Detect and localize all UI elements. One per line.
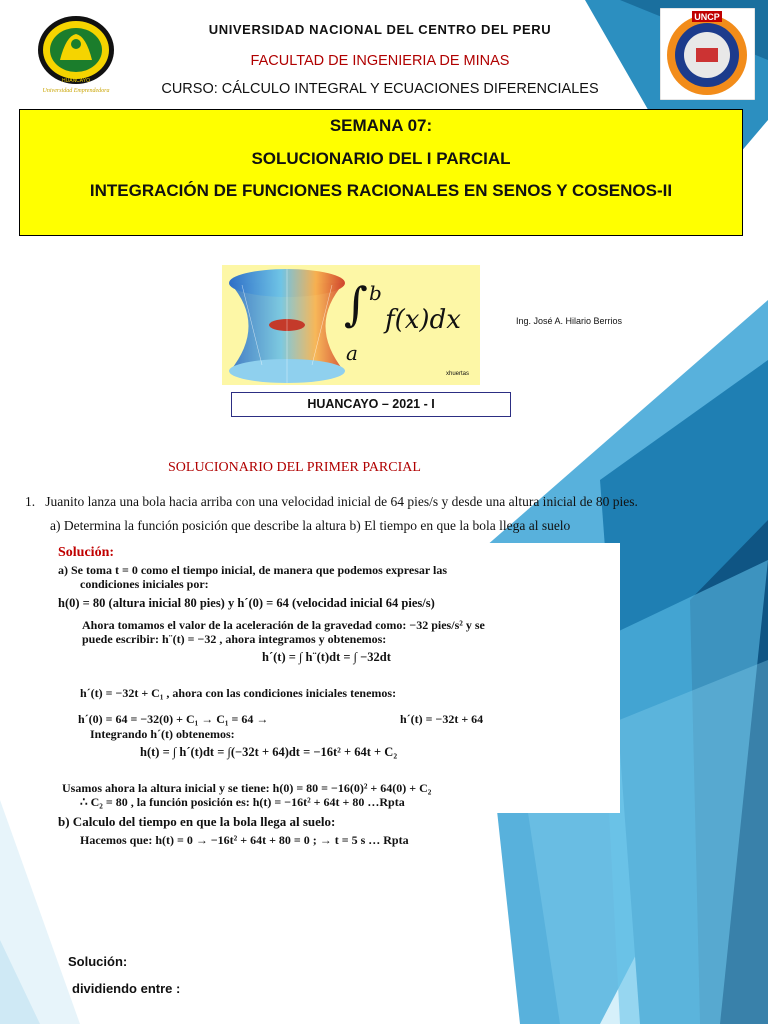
problem-number: 1.: [25, 494, 36, 509]
solution-subtitle: SOLUCIONARIO DEL I PARCIAL: [251, 149, 511, 168]
svg-text:UNCP: UNCP: [694, 12, 720, 22]
solution-title: SOLUCIONARIO DEL PRIMER PARCIAL: [168, 460, 421, 475]
university-logo: [30, 12, 122, 94]
upper-limit: b: [369, 281, 382, 305]
solution-line: h´(0) = 64 = −32(0) + C₁ → C₁ = 64 →: [78, 712, 269, 726]
svg-text:HUANCAYO: HUANCAYO: [62, 78, 90, 84]
solution-line: Hacemos que: h(t) = 0 → −16t² + 64t + 80 = 0 ; → t = 5 s … Rpta: [80, 833, 409, 847]
solution-line: puede escribir: h¨(t) = −32 , ahora integramos y obtenemos:: [82, 632, 387, 646]
solution-line: Ahora tomamos el valor de la aceleración de la gravedad como: −32 pies/s² y se: [82, 618, 485, 632]
bottom-dividing-text: dividiendo entre :: [72, 981, 181, 996]
solution-line: Usamos ahora la altura inicial y se tiene: h(0) = 80 = −16(0)² + 64(0) + C₂: [62, 781, 432, 795]
solution-line: condiciones iniciales por:: [80, 577, 209, 591]
integral-banner-image: [222, 265, 480, 385]
title-box: [19, 109, 743, 236]
author-name: Ing. José A. Hilario Berrios: [516, 316, 623, 326]
solution-line: h(t) = ∫ h´(t)dt = ∫(−32t + 64)dt = −16t² + 64t + C₂: [140, 745, 398, 759]
place-date-box: HUANCAYO – 2021 - I: [231, 392, 511, 417]
bottom-solution-label: Solución:: [68, 954, 128, 969]
solution-line: h´(t) = −32t + 64: [400, 712, 484, 726]
solution-line: Integrando h´(t) obtenemos:: [90, 727, 235, 741]
solution-line: h´(t) = −32t + C₁ , ahora con las condiciones iniciales tenemos:: [80, 686, 397, 700]
problem-questions: a) Determina la función posición que describe la altura b) El tiempo en que la bola llega al suelo: [50, 518, 571, 533]
solution-line: a) Se toma t = 0 como el tiempo inicial, de manera que podemos expresar las: [58, 563, 448, 577]
problem-text: Juanito lanza una bola hacia arriba con una velocidad inicial de 64 pies/s y desde una altura inicial de 80 pies.: [45, 494, 638, 509]
solution-line: h(0) = 80 (altura inicial 80 pies) y h´(0) = 64 (velocidad inicial 64 pies/s): [58, 596, 435, 610]
faculty-logo: [660, 8, 755, 100]
topic-title: INTEGRACIÓN DE FUNCIONES RACIONALES EN SENOS Y COSENOS-II: [89, 181, 673, 200]
university-name: UNIVERSIDAD NACIONAL DEL CENTRO DEL PERU: [208, 22, 552, 37]
solution-line: h´(t) = ∫ h¨(t)dt = ∫ −32dt: [262, 650, 391, 664]
svg-text:Universidad Emprendedora: Universidad Emprendedora: [42, 88, 110, 94]
problem-statement: [25, 494, 638, 510]
lower-limit: a: [346, 341, 358, 365]
solution-label: Solución:: [58, 545, 115, 560]
course-name: CURSO: CÁLCULO INTEGRAL Y ECUACIONES DIFERENCIALES: [161, 81, 599, 97]
image-credit: xhuertas: [446, 371, 470, 377]
integral-sign: ∫: [344, 277, 368, 331]
faculty-name: FACULTAD DE INGENIERIA DE MINAS: [250, 53, 510, 69]
solution-line: b) Calculo del tiempo en que la bola llega al suelo:: [58, 814, 336, 829]
week-label: SEMANA 07:: [329, 116, 433, 135]
integrand: f(x)dx: [385, 305, 461, 335]
solution-line: ∴ C₂ = 80 , la función posición es: h(t) = −16t² + 64t + 80 …Rpta: [80, 795, 405, 809]
